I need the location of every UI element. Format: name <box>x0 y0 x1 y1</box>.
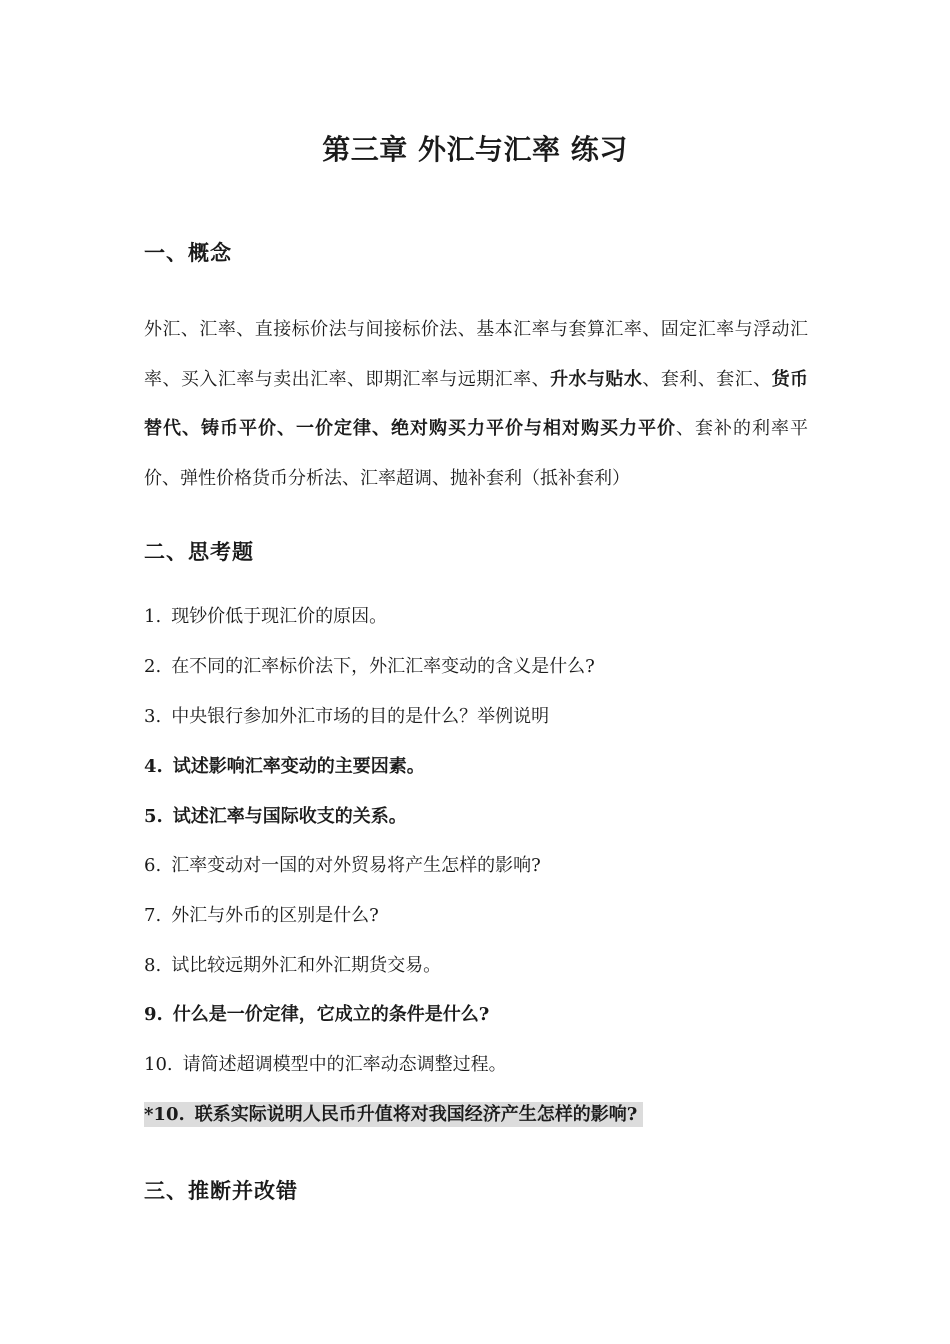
question-text: 中央银行参加外汇市场的目的是什么？举例说明 <box>171 706 550 727</box>
concepts-segment-bold: 升水与贴水 <box>550 368 643 390</box>
question-text: 联系实际说明人民币升值将对我国经济产生怎样的影响? <box>194 1104 638 1125</box>
question-text: 试述影响汇率变动的主要因素。 <box>172 756 425 777</box>
question-item <box>144 652 595 678</box>
question-item <box>144 1000 489 1026</box>
question-item <box>144 851 541 877</box>
concepts-segment: 外汇、汇率、直接标价法与间接标价法、基本汇率与套算汇率、固定汇率与浮动汇率、买入汇率与卖出汇率、即期汇率与远期汇率、 <box>144 319 808 390</box>
question-text: 在不同的汇率标价法下，外汇汇率变动的含义是什么? <box>171 656 595 677</box>
section-heading-judgment: 三、推断并改错 <box>144 1178 298 1203</box>
question-item <box>144 901 379 927</box>
question-number: 1. <box>144 606 162 627</box>
concepts-segment: 、套利、套汇、 <box>642 368 772 390</box>
question-number: 9. <box>144 1004 163 1025</box>
section-heading-questions: 二、思考题 <box>144 539 254 564</box>
question-number: 6. <box>144 855 162 876</box>
highlight-band <box>144 1102 643 1127</box>
question-number: 10. <box>144 1054 173 1075</box>
question-number: *10. <box>144 1104 185 1125</box>
question-item-highlighted <box>144 1100 643 1126</box>
question-number: 4. <box>144 756 163 777</box>
question-text: 什么是一价定律，它成立的条件是什么? <box>172 1004 490 1025</box>
concepts-segment: 、套补的利率平价、弹性价格货币分析法、汇率超调、抛补套利（抵补套利） <box>144 418 808 489</box>
question-number: 5. <box>144 806 163 827</box>
question-item <box>144 702 549 728</box>
question-text: 试述汇率与国际收支的关系。 <box>172 806 407 827</box>
question-item <box>144 602 387 628</box>
document-title: 第三章 外汇与汇率 练习 <box>322 133 628 166</box>
section-heading-concepts: 一、概念 <box>144 240 232 265</box>
question-text: 请简述超调模型中的汇率动态调整过程。 <box>182 1054 507 1075</box>
question-text: 现钞价低于现汇价的原因。 <box>171 606 388 627</box>
question-text: 外汇与外币的区别是什么? <box>171 905 379 926</box>
question-item <box>144 1050 507 1076</box>
question-text: 汇率变动对一国的对外贸易将产生怎样的影响? <box>171 855 541 876</box>
question-item <box>144 951 441 977</box>
question-text: 试比较远期外汇和外汇期货交易。 <box>171 955 442 976</box>
concepts-paragraph <box>144 305 808 503</box>
concepts-segment-bold: 货币替代、铸币平价、一价定律、绝对购买力平价与相对购买力平价 <box>144 368 809 439</box>
question-item <box>144 802 407 828</box>
question-item <box>144 752 425 778</box>
question-number: 7. <box>144 905 162 926</box>
question-number: 8. <box>144 955 162 976</box>
question-number: 3. <box>144 706 162 727</box>
question-number: 2. <box>144 656 162 677</box>
